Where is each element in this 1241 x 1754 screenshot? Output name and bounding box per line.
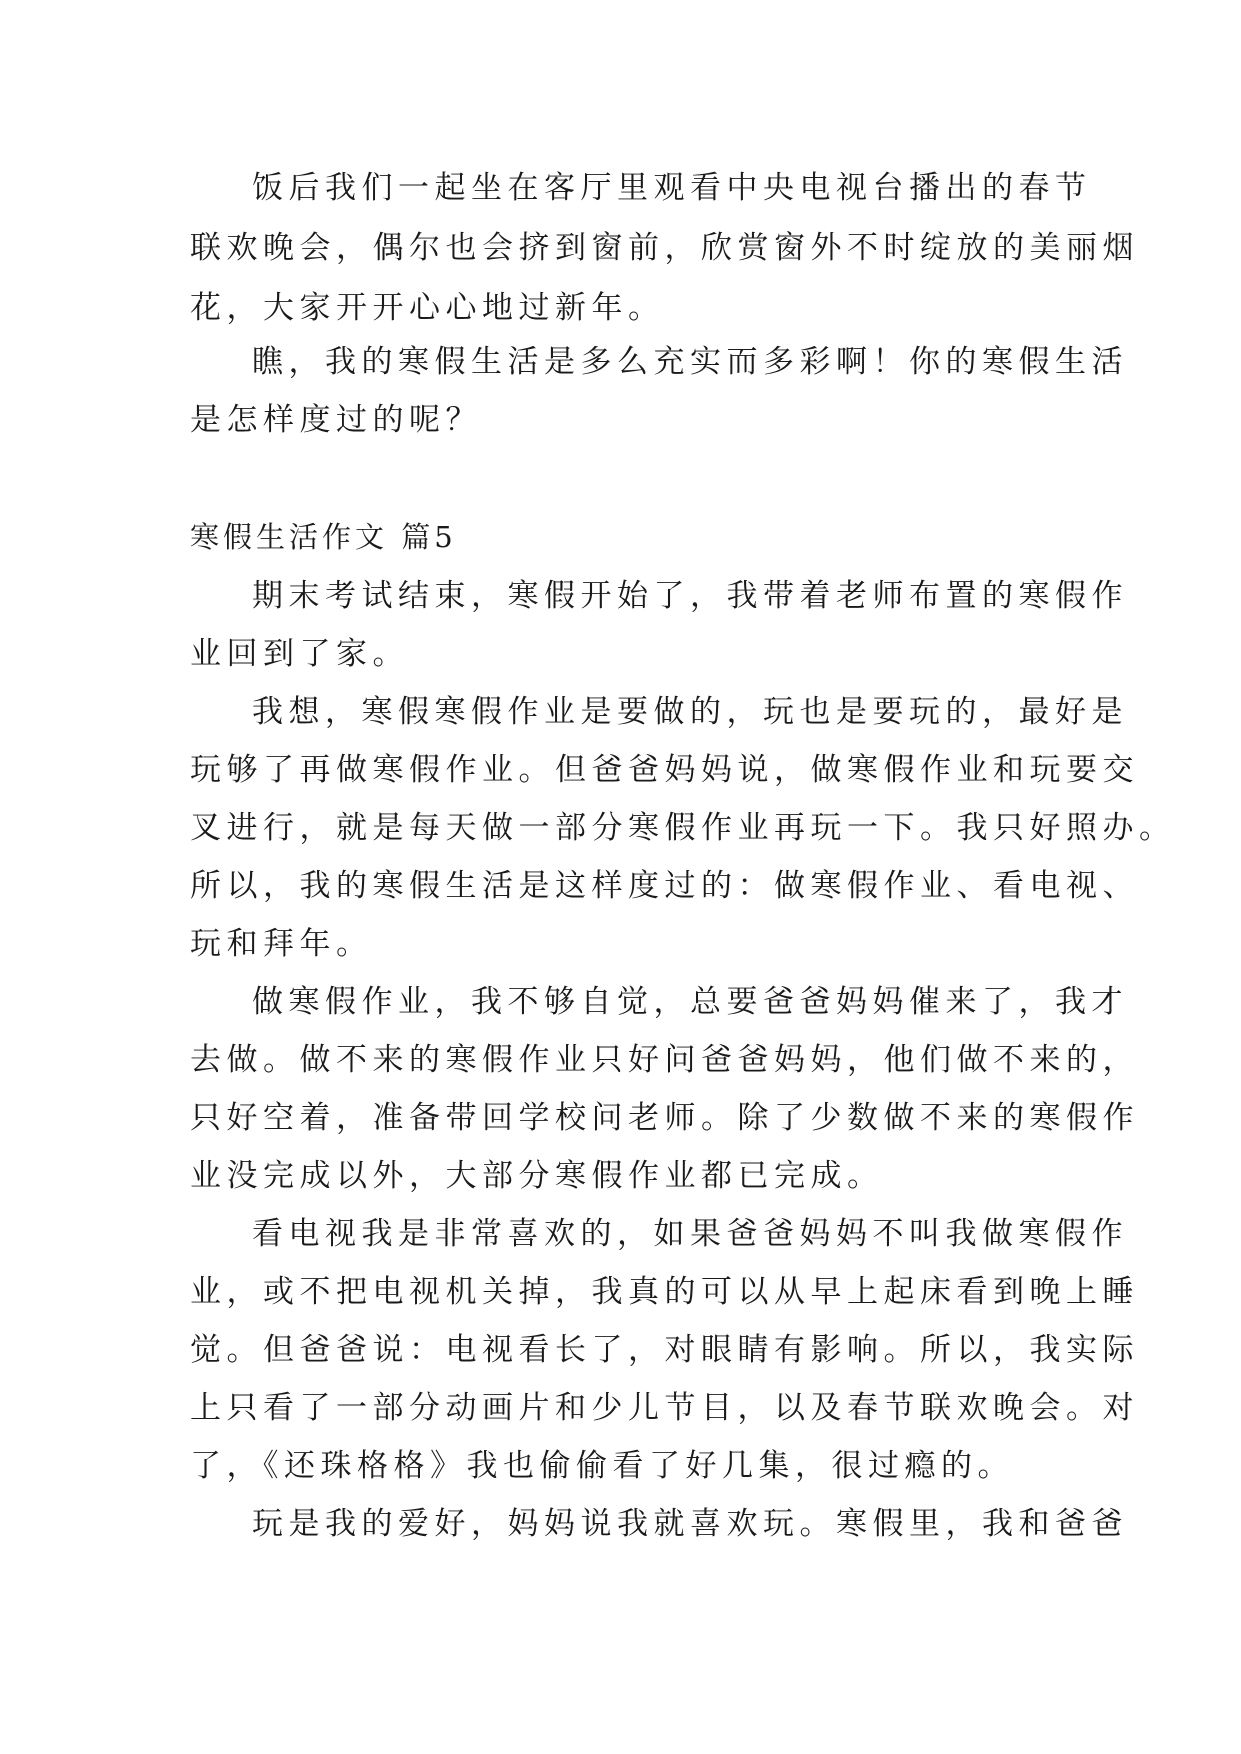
paragraph-line: 玩是我的爱好，妈妈说我就喜欢玩。寒假里，我和爸爸 <box>252 1506 1128 1542</box>
paragraph-line: 瞧，我的寒假生活是多么充实而多彩啊！你的寒假生活 <box>252 344 1128 380</box>
paragraph-line: 我想，寒假寒假作业是要做的，玩也是要玩的，最好是 <box>252 694 1128 730</box>
paragraph-line: 上只看了一部分动画片和少儿节目，以及春节联欢晚会。对 <box>190 1390 1139 1426</box>
paragraph-line: 联欢晚会，偶尔也会挤到窗前，欣赏窗外不时绽放的美丽烟 <box>190 230 1139 266</box>
paragraph-line: 业，或不把电视机关掉，我真的可以从早上起床看到晚上睡 <box>190 1274 1139 1310</box>
section-heading: 寒假生活作文 篇5 <box>190 520 457 554</box>
paragraph-line: 饭后我们一起坐在客厅里观看中央电视台播出的春节 <box>252 170 1092 206</box>
paragraph-line: 花，大家开开心心地过新年。 <box>190 290 665 326</box>
paragraph-line: 觉。但爸爸说：电视看长了，对眼睛有影响。所以，我实际 <box>190 1332 1139 1368</box>
paragraph-line: 做寒假作业，我不够自觉，总要爸爸妈妈催来了，我才 <box>252 984 1128 1020</box>
paragraph-line: 看电视我是非常喜欢的，如果爸爸妈妈不叫我做寒假作 <box>252 1216 1128 1252</box>
paragraph-line: 去做。做不来的寒假作业只好问爸爸妈妈，他们做不来的， <box>190 1042 1139 1078</box>
paragraph-line: 叉进行，就是每天做一部分寒假作业再玩一下。我只好照办。 <box>190 810 1176 846</box>
paragraph-line: 只好空着，准备带回学校问老师。除了少数做不来的寒假作 <box>190 1100 1139 1136</box>
paragraph-line: 了，《还珠格格》我也偷偷看了好几集，很过瘾的。 <box>190 1448 1014 1484</box>
paragraph-line: 所以，我的寒假生活是这样度过的：做寒假作业、看电视、 <box>190 868 1139 904</box>
paragraph-line: 业回到了家。 <box>190 636 409 672</box>
paragraph-line: 玩够了再做寒假作业。但爸爸妈妈说，做寒假作业和玩要交 <box>190 752 1139 788</box>
paragraph-line: 业没完成以外，大部分寒假作业都已完成。 <box>190 1158 884 1194</box>
paragraph-line: 期末考试结束，寒假开始了，我带着老师布置的寒假作 <box>252 578 1128 614</box>
paragraph-line: 是怎样度过的呢？ <box>190 402 482 438</box>
paragraph-line: 玩和拜年。 <box>190 926 373 962</box>
